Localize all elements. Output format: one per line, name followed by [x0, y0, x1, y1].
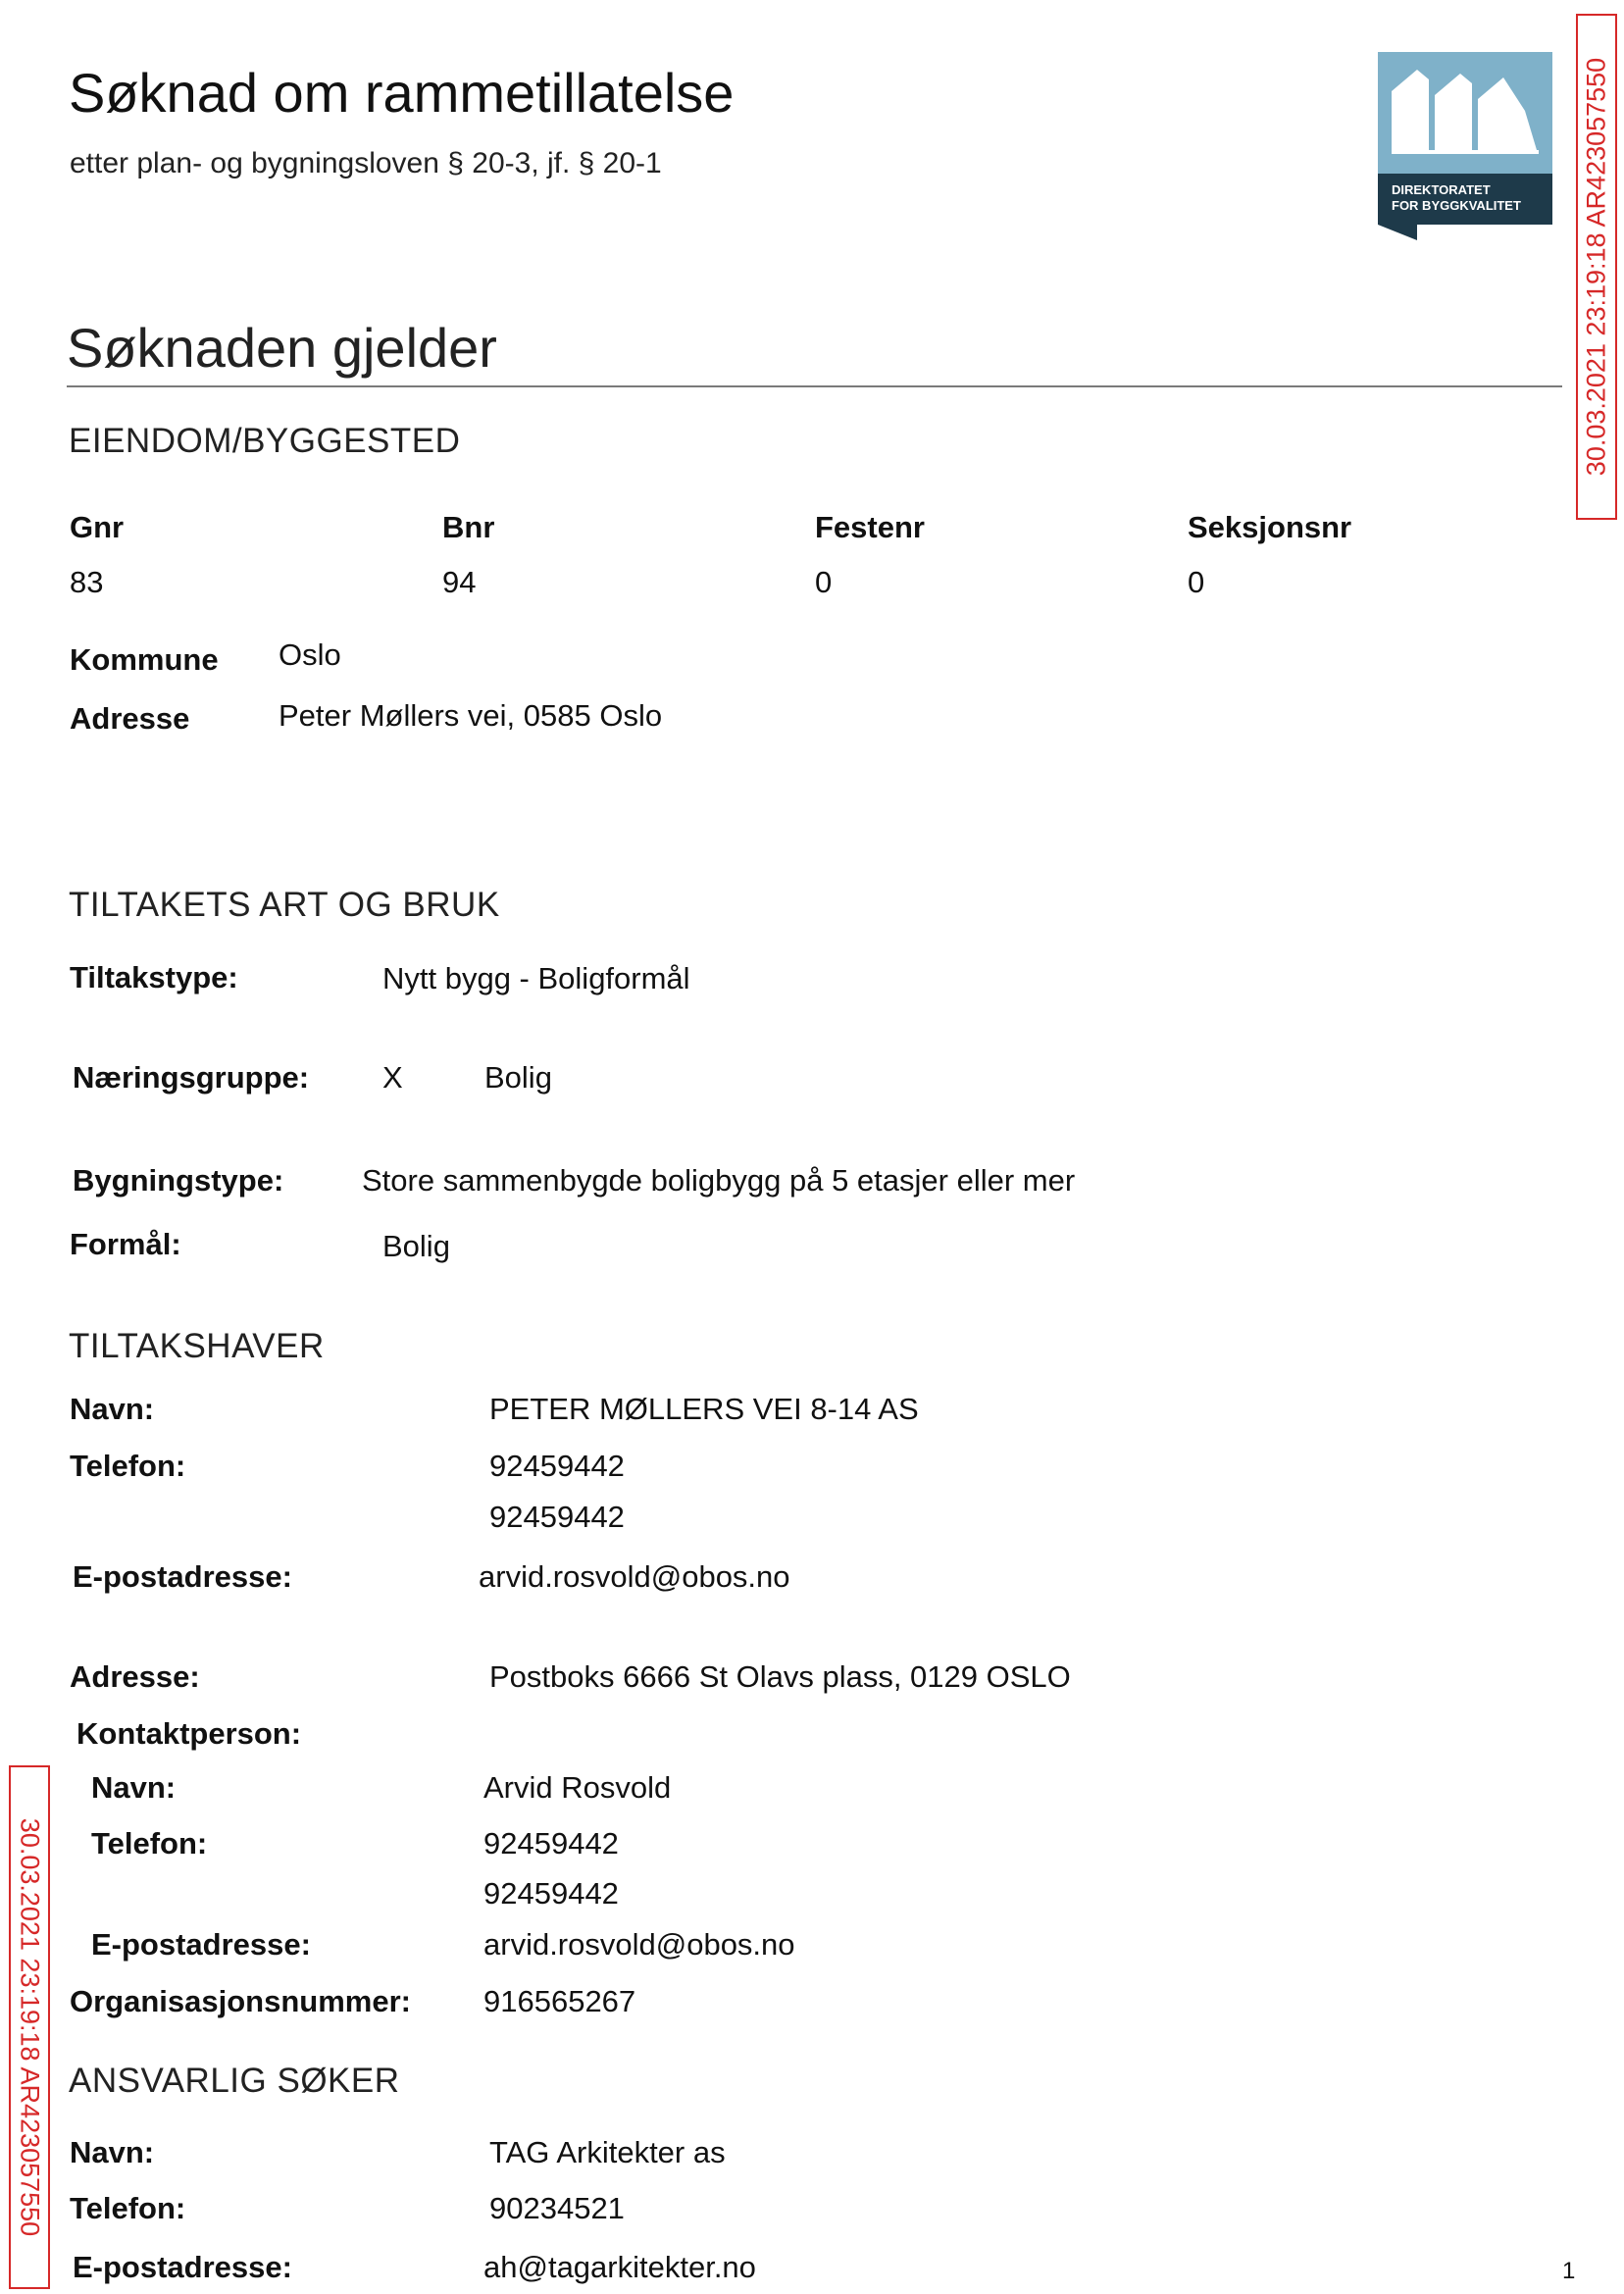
ansvarlig-telefon-label: Telefon:	[70, 2191, 186, 2225]
tiltakshaver-telefon-1: 92459442	[489, 1449, 625, 1483]
orgnr-label: Organisasjonsnummer:	[70, 1984, 411, 2018]
naeringsgruppe-label: Næringsgruppe:	[73, 1060, 310, 1095]
tiltakshaver-epost-label: E-postadresse:	[73, 1559, 292, 1594]
ansvarlig-epost-label: E-postadresse:	[73, 2250, 292, 2284]
tiltakshaver-telefon-2: 92459442	[489, 1500, 625, 1534]
bygningstype-label: Bygningstype:	[73, 1163, 284, 1198]
tiltakshaver-navn-label: Navn:	[70, 1392, 155, 1426]
section-tiltakshaver: TILTAKSHAVER	[69, 1327, 325, 1365]
stamp-text-left: 30.03.2021 23:19:18 AR423057550	[15, 1817, 45, 2237]
kontakt-navn-label: Navn:	[91, 1770, 177, 1805]
festenr-value: 0	[815, 565, 833, 599]
kontakt-epost-value: arvid.rosvold@obos.no	[483, 1927, 795, 1962]
kontakt-epost-label: E-postadresse:	[91, 1927, 311, 1962]
kontaktperson-label: Kontaktperson:	[76, 1716, 302, 1751]
ansvarlig-epost-value: ah@tagarkitekter.no	[483, 2250, 756, 2284]
festenr-label: Festenr	[815, 510, 925, 544]
tiltakshaver-telefon-label: Telefon:	[70, 1449, 186, 1483]
kontakt-telefon-2: 92459442	[483, 1876, 619, 1911]
kommune-label: Kommune	[70, 642, 219, 677]
kontakt-telefon-label: Telefon:	[91, 1826, 208, 1861]
dibk-logo	[1378, 52, 1552, 240]
gnr-label: Gnr	[70, 510, 125, 544]
document-title: Søknad om rammetillatelse	[69, 62, 735, 124]
section-eiendom: EIENDOM/BYGGESTED	[69, 422, 461, 460]
ansvarlig-navn-label: Navn:	[70, 2135, 155, 2169]
seksjonsnr-value: 0	[1188, 565, 1205, 599]
timestamp-stamp-right	[1576, 14, 1617, 520]
bygningstype-value: Store sammenbygde boligbygg på 5 etasjer eller mer	[362, 1163, 1076, 1198]
tiltakshaver-adresse-value: Postboks 6666 St Olavs plass, 0129 OSLO	[489, 1659, 1071, 1694]
naeringsgruppe-code: X	[382, 1060, 403, 1095]
ansvarlig-navn-value: TAG Arkitekter as	[489, 2135, 726, 2169]
gnr-value: 83	[70, 565, 104, 599]
bnr-value: 94	[442, 565, 477, 599]
formal-label: Formål:	[70, 1227, 181, 1261]
document-subtitle: etter plan- og bygningsloven § 20-3, jf. § 20-1	[70, 147, 662, 179]
ansvarlig-telefon-value: 90234521	[489, 2191, 625, 2225]
orgnr-value: 916565267	[483, 1984, 636, 2018]
tiltakstype-label: Tiltakstype:	[70, 960, 238, 994]
formal-value: Bolig	[382, 1229, 450, 1263]
section-ansvarlig-soker: ANSVARLIG SØKER	[69, 2062, 400, 2100]
kommune-value: Oslo	[279, 637, 341, 672]
heading-divider	[67, 385, 1562, 387]
naeringsgruppe-value: Bolig	[484, 1060, 552, 1095]
seksjonsnr-label: Seksjonsnr	[1188, 510, 1352, 544]
page-number: 1	[1562, 2258, 1576, 2284]
kontakt-telefon-1: 92459442	[483, 1826, 619, 1861]
tiltakstype-value: Nytt bygg - Boligformål	[382, 961, 690, 995]
logo-line-2: FOR BYGGKVALITET	[1392, 198, 1521, 213]
logo-line-1: DIREKTORATET	[1392, 182, 1491, 197]
tiltakshaver-adresse-label: Adresse:	[70, 1659, 200, 1694]
timestamp-stamp-left	[9, 1765, 50, 2289]
tiltakshaver-navn-value: PETER MØLLERS VEI 8-14 AS	[489, 1392, 919, 1426]
stamp-text-right: 30.03.2021 23:19:18 AR423057550	[1581, 57, 1611, 477]
adresse-label: Adresse	[70, 701, 190, 736]
tiltakshaver-epost-value: arvid.rosvold@obos.no	[479, 1559, 790, 1594]
section-heading-soknaden: Søknaden gjelder	[67, 317, 497, 379]
kontakt-navn-value: Arvid Rosvold	[483, 1770, 672, 1805]
section-tiltak: TILTAKETS ART OG BRUK	[69, 886, 500, 924]
adresse-value: Peter Møllers vei, 0585 Oslo	[279, 698, 663, 733]
bnr-label: Bnr	[442, 510, 495, 544]
